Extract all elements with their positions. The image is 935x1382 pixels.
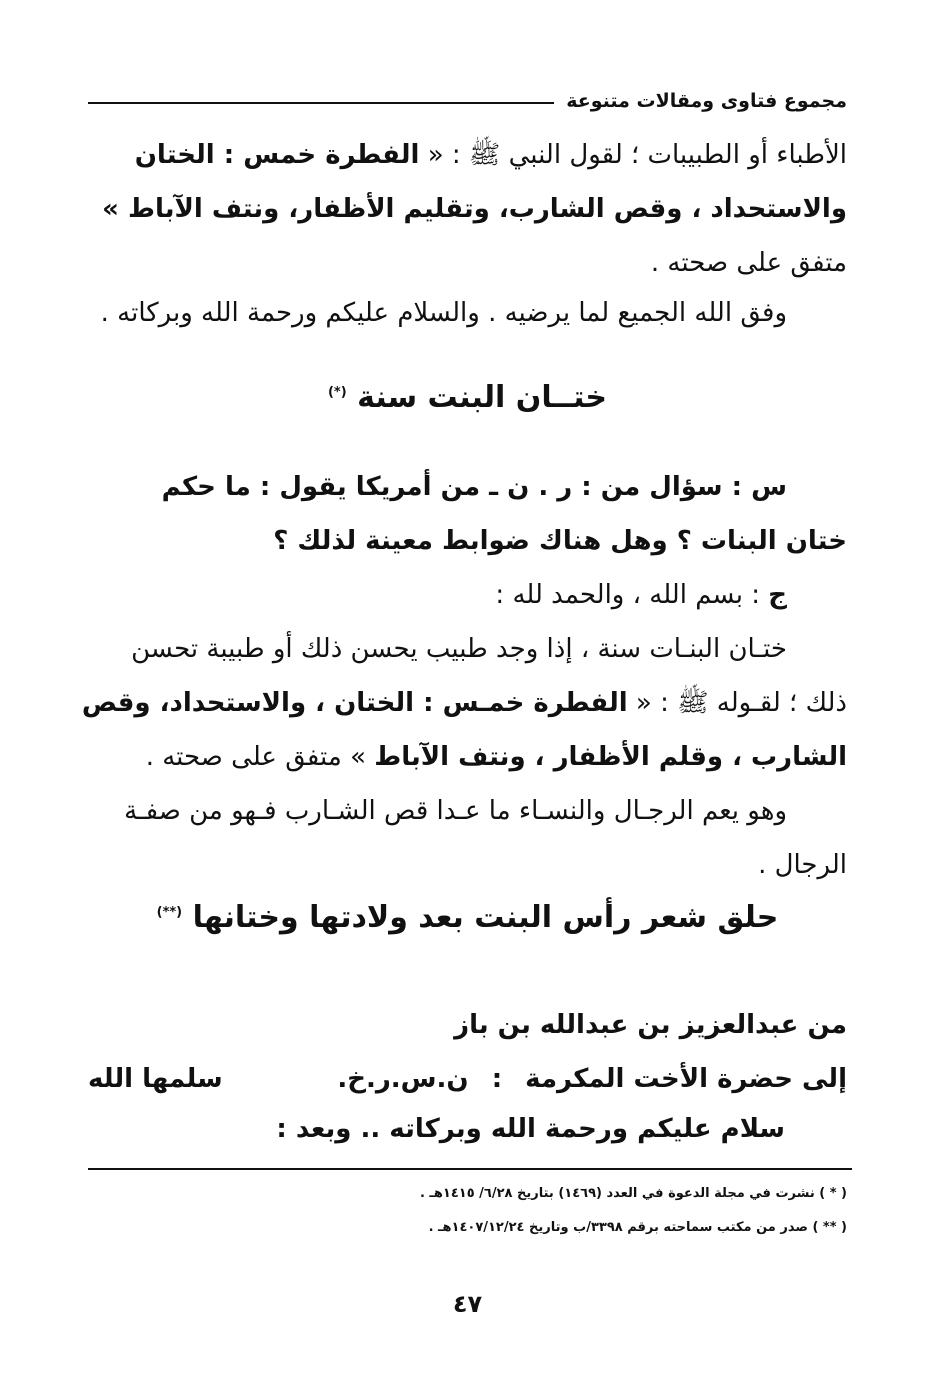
hadith-text: الشارب ، وقلم الأظفار ، ونتف الآباط [374, 742, 847, 772]
to-label: إلى حضرة الأخت المكرمة [525, 1064, 847, 1094]
text-span: الأطباء أو الطبيبات ؛ لقول النبي ﷺ : « [419, 140, 847, 170]
hadith-text: الفطرة خمـس : الختان ، والاستحداد، وقص [81, 688, 628, 718]
running-header [88, 84, 847, 118]
text-span: » متفق على صحته . [145, 742, 375, 772]
letter-to [88, 1054, 847, 1104]
book-title: مجموع فتاوى ومقالات متنوعة [566, 90, 847, 112]
section-fitrah-end [88, 128, 847, 336]
text-line: متفق على صحته . [650, 248, 847, 278]
footnote-1: ( * ) نشرت في مجلة الدعوة في العدد (١٤٦٩) بتاريخ ٦/٢٨/ ١٤١٥هـ . [419, 1186, 847, 1201]
answer-line: الرجال . [758, 850, 847, 880]
heading-title: حلق شعر رأس البنت بعد ولادتها وختانها [192, 900, 779, 935]
heading-hair-shaving [88, 900, 847, 935]
footnote-2: ( ** ) صدر من مكتب سماحته برقم ٣٣٩٨/ب وتاريخ ١٤٠٧/١٢/٢٤هـ . [428, 1220, 847, 1235]
heading-girl-circumcision [88, 380, 847, 415]
letter-from: من عبدالعزيز بن عبدالله بن باز [454, 1010, 847, 1040]
closing-line: وفق الله الجميع لما يرضيه . والسلام عليكم ورحمة الله وبركاته . [100, 298, 787, 328]
answer-line [88, 730, 847, 784]
to-blessing: سلمها الله [88, 1064, 223, 1094]
text-span: : بسم الله ، والحمد لله : [495, 580, 769, 610]
question-line: س : سؤال من : ر . ن ـ من أمريكا يقول : ما حكم [161, 472, 787, 502]
text-span: ذلك ؛ لقـوله ﷺ : « [627, 688, 847, 718]
question-answer [81, 460, 847, 892]
page-number: ٤٧ [452, 1290, 483, 1318]
hadith-text: الفطرة خمس : الختان [134, 140, 420, 170]
to-separator: : [491, 1064, 503, 1094]
footnote-mark: (*) [327, 385, 347, 400]
question-line: ختان البنات ؟ وهل هناك ضوابط معينة لذلك ؟ [273, 526, 847, 556]
to-name: ن.س.ر.خ. [337, 1064, 469, 1094]
answer-line: وهو يعم الرجـال والنسـاء ما عـدا قص الشـارب فـهو من صفـة [124, 796, 787, 826]
header-rule [88, 102, 554, 104]
hadith-line: والاستحداد ، وقص الشارب، وتقليم الأظفار، ونتف الآباط » [102, 194, 847, 224]
text-line [88, 128, 847, 182]
footnote-rule [88, 1168, 852, 1170]
footnote-mark: (**) [156, 905, 183, 920]
answer-label: ج [768, 580, 787, 610]
answer-line: ختـان البنـات سنة ، إذا وجد طبيب يحسن ذلك أو طبيبة تحسن [131, 634, 787, 664]
answer-intro [88, 568, 847, 622]
heading-title: ختــان البنت سنة [357, 380, 607, 415]
letter-greeting: سلام عليكم ورحمة الله وبركاته .. وبعد : [276, 1114, 785, 1144]
answer-line [81, 676, 847, 730]
